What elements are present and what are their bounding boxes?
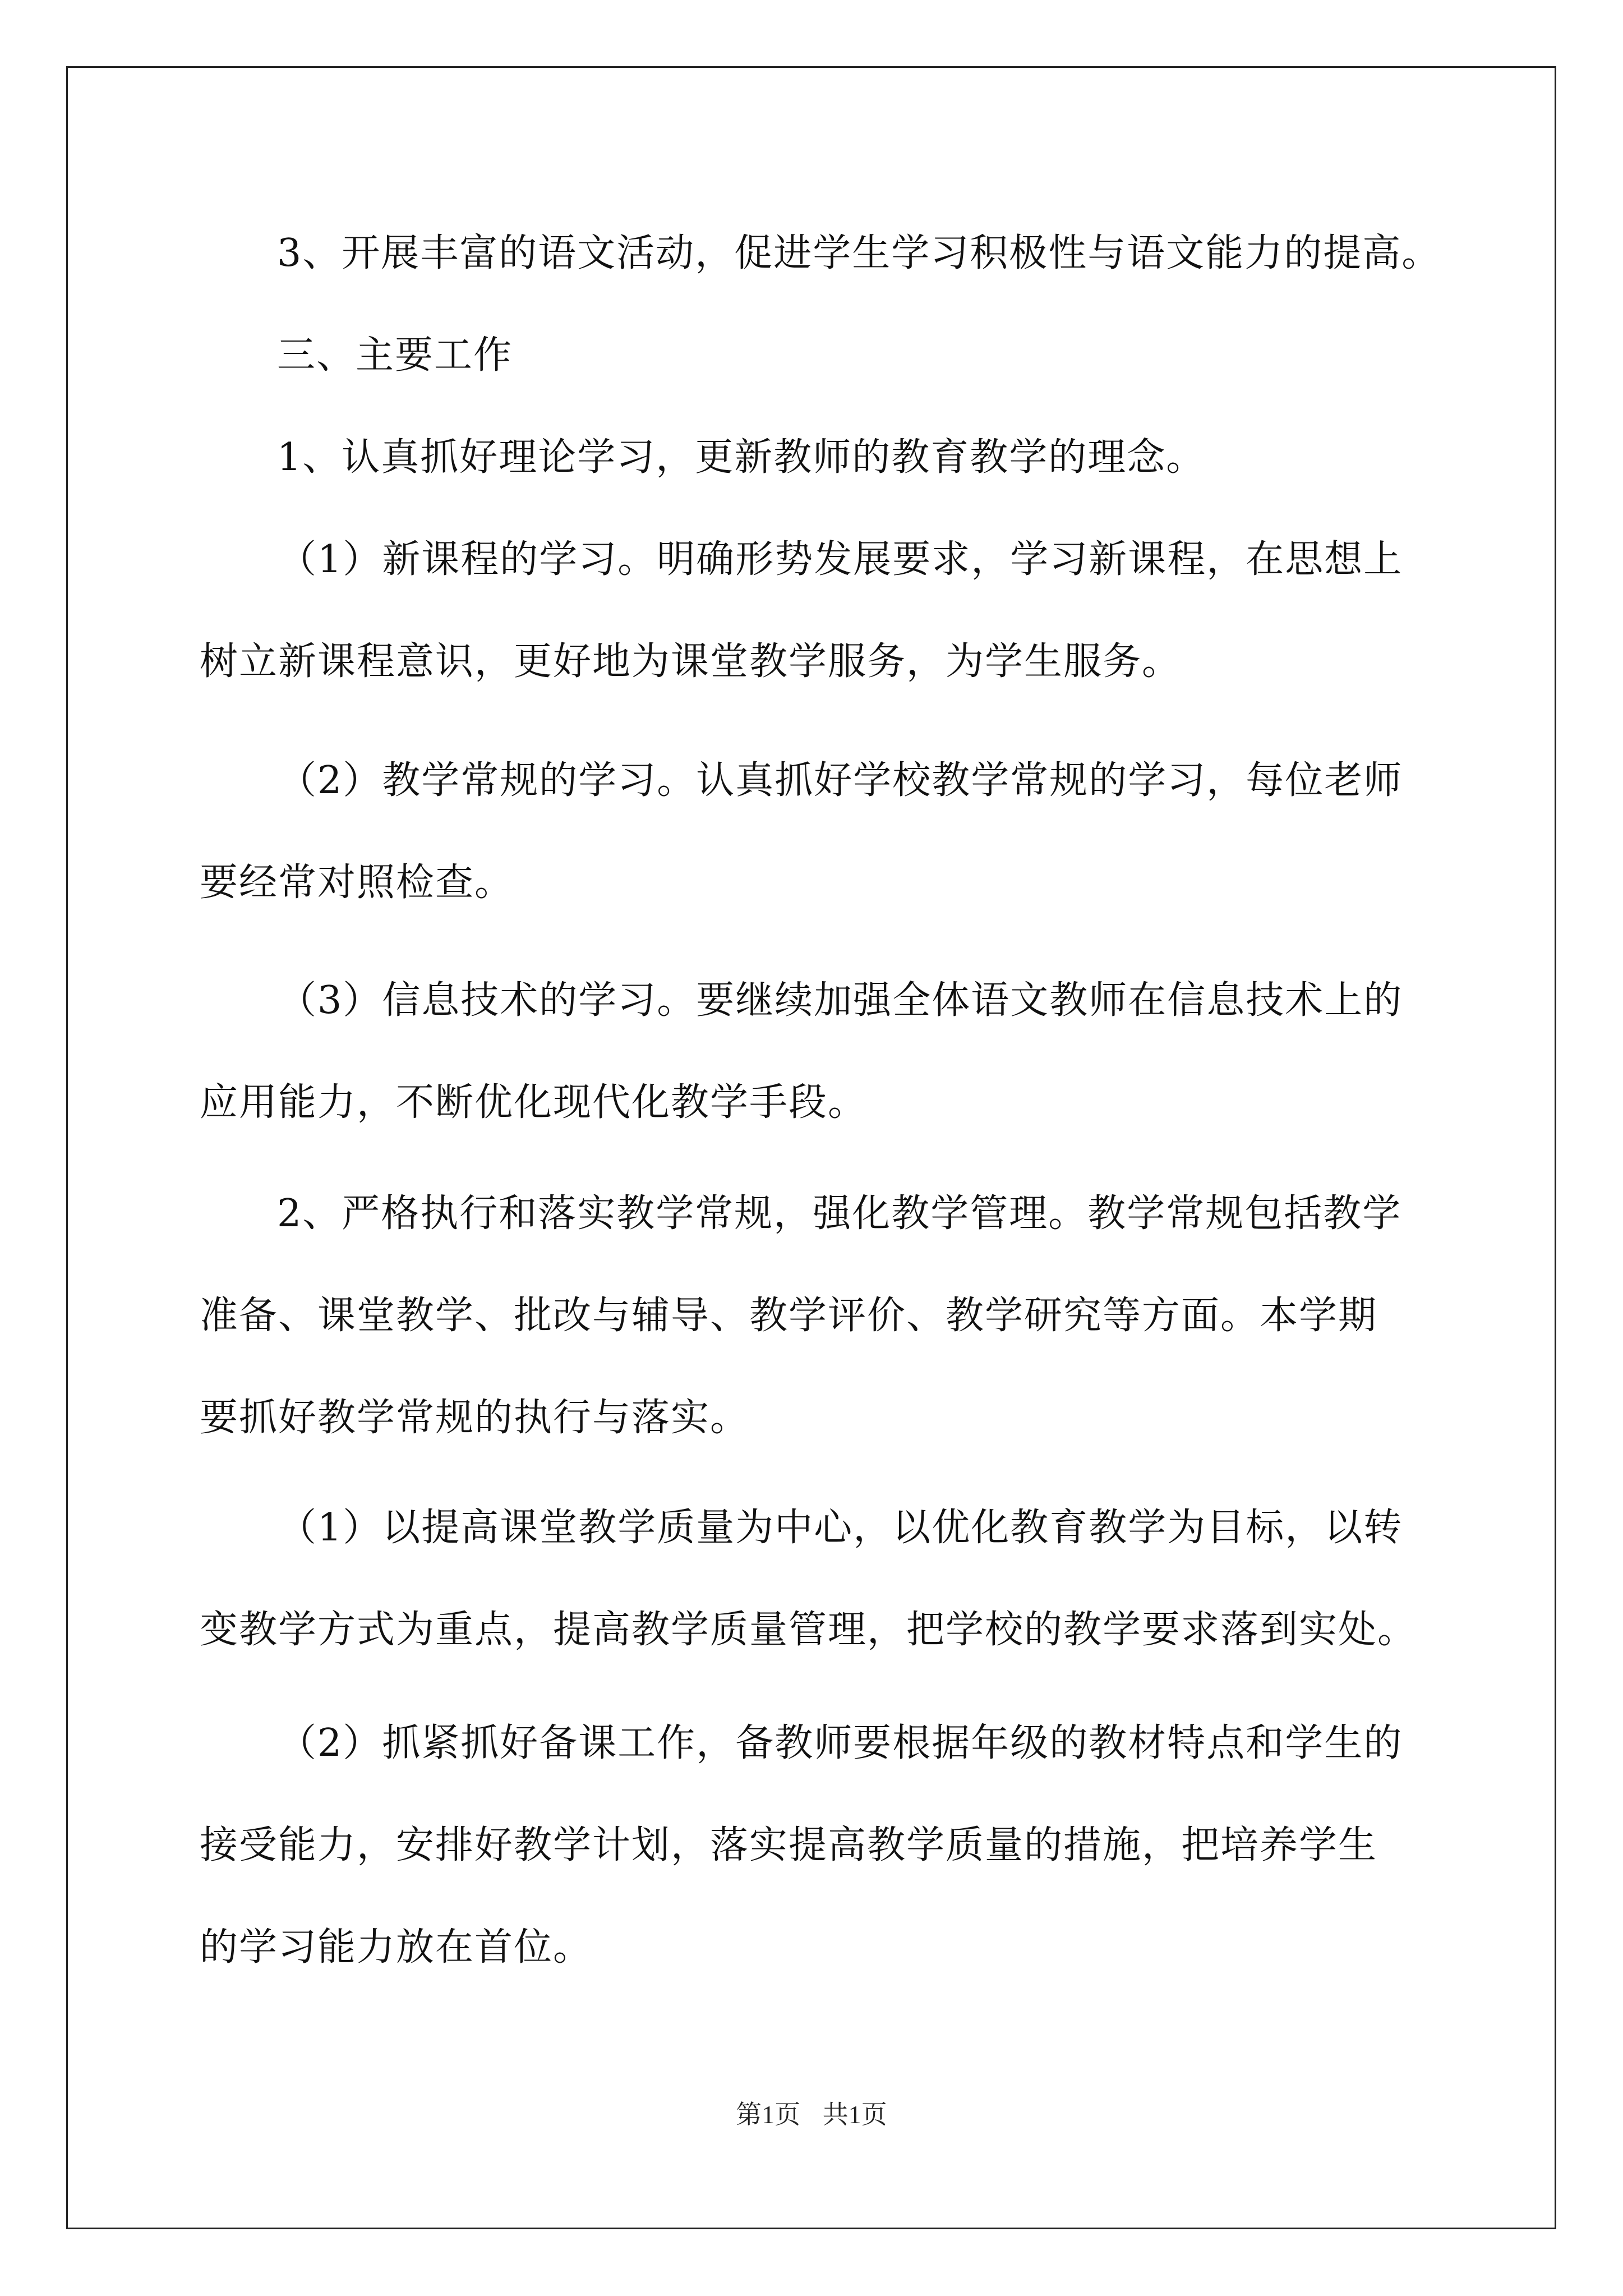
- paragraph-line: 要抓好教学常规的执行与落实。: [200, 1396, 750, 1440]
- paragraph-line: 树立新课程意识，更好地为课堂教学服务，为学生服务。: [200, 639, 1182, 684]
- paragraph-line: 3、开展丰富的语文活动，促进学生学习积极性与语文能力的提高。: [277, 231, 1441, 275]
- section-heading: 三、主要工作: [277, 333, 513, 378]
- paragraph-line: 应用能力，不断优化现代化教学手段。: [200, 1080, 868, 1125]
- paragraph-line: （1）新课程的学习。明确形势发展要求，学习新课程，在思想上: [278, 537, 1403, 582]
- paragraph-line: （2）教学常规的学习。认真抓好学校教学常规的学习，每位老师: [278, 758, 1403, 803]
- paragraph-line: 1、认真抓好理论学习，更新教师的教育教学的理念。: [277, 435, 1206, 480]
- paragraph-line: （2）抓紧抓好备课工作，备教师要根据年级的教材特点和学生的: [278, 1721, 1403, 1765]
- paragraph-line: 准备、课堂教学、批改与辅导、教学评价、教学研究等方面。本学期: [200, 1294, 1378, 1338]
- paragraph-line: 接受能力，安排好教学计划，落实提高教学质量的措施，把培养学生: [200, 1823, 1378, 1867]
- page-number: 第1页: [736, 2100, 801, 2129]
- paragraph-line: 2、严格执行和落实教学常规，强化教学管理。教学常规包括教学: [277, 1191, 1402, 1236]
- page-footer: [0, 2098, 1623, 2132]
- page-total: 共1页: [822, 2100, 887, 2129]
- paragraph-line: 要经常对照检查。: [200, 861, 514, 905]
- paragraph-line: （1）以提高课堂教学质量为中心，以优化教育教学为目标，以转: [278, 1506, 1403, 1550]
- paragraph-line: 的学习能力放在首位。: [200, 1925, 593, 1970]
- paragraph-line: 变教学方式为重点，提高教学质量管理，把学校的教学要求落到实处。: [200, 1608, 1417, 1652]
- paragraph-line: （3）信息技术的学习。要继续加强全体语文教师在信息技术上的: [278, 978, 1403, 1023]
